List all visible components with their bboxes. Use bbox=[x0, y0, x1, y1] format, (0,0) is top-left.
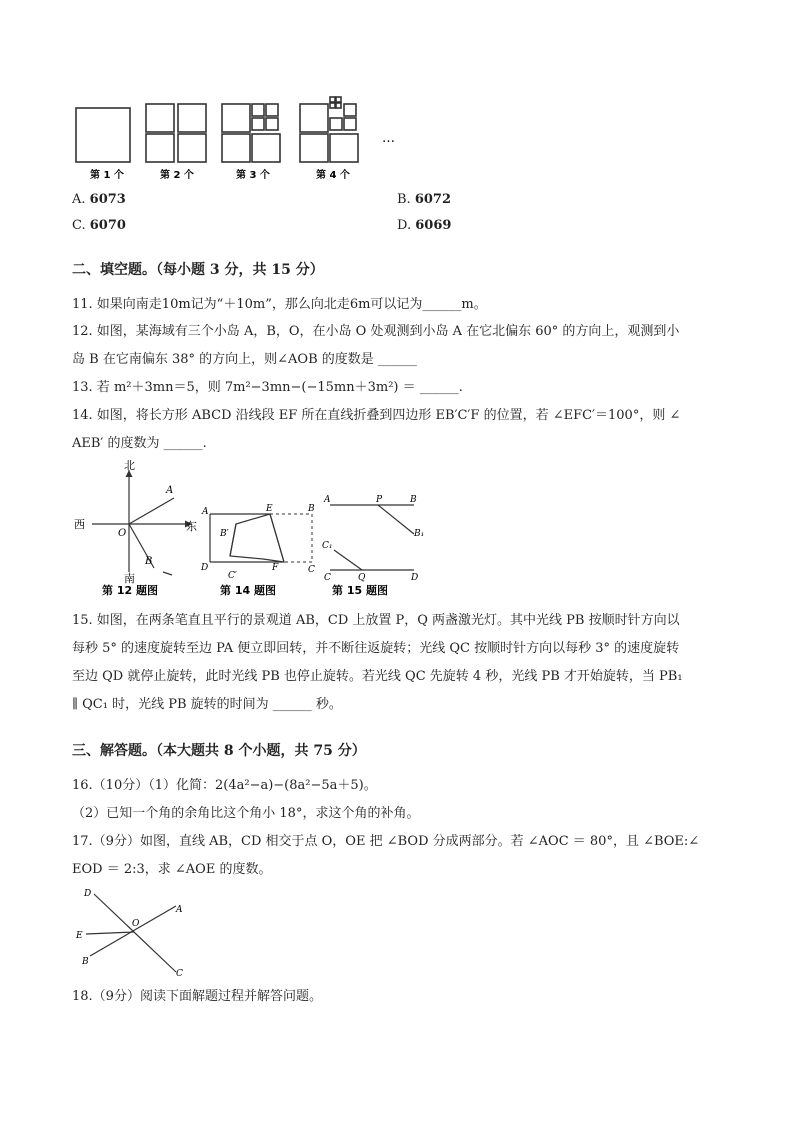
label-o: O bbox=[132, 919, 140, 929]
label-b: B bbox=[145, 556, 153, 567]
question-14-line-1: 14. 如图，将长方形 ABCD 沿线段 EF 所在直线折叠到四边形 EB′C′F 的位置，若 ∠EFC′＝100°，则 ∠ bbox=[72, 408, 681, 423]
square-3g bbox=[252, 134, 280, 162]
choice-d-letter: D. bbox=[397, 218, 412, 233]
ray-oe bbox=[86, 932, 134, 934]
square-3e bbox=[266, 118, 278, 130]
question-11: 11. 如果向南走10m记为“＋10m”，那么向北走6m可以记为______m。 bbox=[72, 297, 487, 312]
label-c: C bbox=[176, 969, 183, 979]
square-4b bbox=[330, 118, 342, 130]
label-c: C bbox=[308, 565, 315, 575]
figure-12-caption: 第 12 题图 bbox=[102, 584, 158, 597]
square-4c bbox=[344, 118, 356, 130]
question-15-line-4: ∥ QC₁ 时，光线 PB 旋转的时间为 ______ 秒。 bbox=[72, 697, 342, 712]
section-3-title: 三、解答题。（本大题共 8 个小题，共 75 分） bbox=[72, 743, 366, 759]
label-d: D bbox=[411, 573, 419, 583]
choice-d-value: 6069 bbox=[415, 218, 452, 233]
figure-14-caption: 第 14 题图 bbox=[220, 584, 276, 597]
square-1 bbox=[76, 108, 130, 162]
label-c: C bbox=[324, 573, 331, 583]
question-16-line-1: 16.（10分）（1）化简：2(4a²−a)−(8a²−5a＋5)。 bbox=[72, 778, 377, 793]
question-14-line-2: AEB′ 的度数为 ______. bbox=[72, 436, 207, 451]
caption-2: 第 2 个 bbox=[160, 170, 194, 181]
square-pattern-figure bbox=[70, 96, 410, 186]
question-16-line-2: （2）已知一个角的余角比这个角小 18°，求这个角的补角。 bbox=[72, 806, 420, 821]
figure-15 bbox=[318, 490, 428, 598]
choice-c-value: 6070 bbox=[89, 218, 126, 233]
label-o: O bbox=[118, 528, 127, 539]
square-4i bbox=[300, 134, 328, 162]
question-15-line-2: 每秒 5° 的速度旋转至边 PA 便立即回转，并不断往返旋转；光线 QC 按顺时针方向以每秒 3° 的速度旋转 bbox=[72, 641, 680, 656]
label-b1: B₁ bbox=[414, 529, 425, 539]
label-p: P bbox=[376, 495, 383, 505]
choice-a-value: 6073 bbox=[89, 192, 126, 207]
label-e: E bbox=[266, 504, 273, 514]
question-12-line-1: 12. 如图，某海域有三个小岛 A，B，O，在小岛 O 处观测到小岛 A 在它北偏东 60° 的方向上，观测到小 bbox=[72, 324, 680, 339]
square-4a bbox=[300, 104, 328, 132]
choice-d[interactable] bbox=[397, 218, 451, 233]
square-3c bbox=[266, 104, 278, 116]
question-17-line-2: EOD ＝ 2:3，求 ∠AOE 的度数。 bbox=[72, 862, 272, 877]
choice-b-value: 6072 bbox=[414, 192, 452, 207]
square-2d bbox=[178, 134, 206, 162]
question-12-line-2: 岛 B 在它南偏东 38° 的方向上，则∠AOB 的度数是 ______ bbox=[72, 352, 417, 367]
label-b: B bbox=[308, 504, 315, 514]
ray-oa bbox=[129, 498, 174, 524]
ray-qc1 bbox=[334, 550, 362, 570]
label-a: A bbox=[324, 495, 331, 505]
figure-15-caption: 第 15 题图 bbox=[332, 584, 388, 597]
square-3d bbox=[252, 118, 264, 130]
question-15-line-3: 至边 QD 就停止旋转，此时光线 PB 也停止旋转。若光线 QC 先旋转 4 秒，光线 PB 才开始旋转，当 PB₁ bbox=[72, 669, 683, 684]
choice-b[interactable] bbox=[397, 192, 451, 207]
ray-pb1 bbox=[378, 505, 414, 534]
question-17-line-1: 17.（9分）如图，直线 AB，CD 相交于点 O，OE 把 ∠BOD 分成两部分。若 ∠AOC ＝ 80°，且 ∠BOE:∠ bbox=[72, 834, 700, 849]
square-4f bbox=[336, 97, 341, 102]
original-flap bbox=[270, 514, 312, 562]
line-ba bbox=[90, 906, 176, 956]
label-c1: C₁ bbox=[322, 541, 333, 551]
square-3b bbox=[252, 104, 264, 116]
label-a: A bbox=[176, 905, 183, 915]
caption-4: 第 4 个 bbox=[316, 170, 350, 181]
fold-line-ef bbox=[270, 514, 284, 562]
label-c-prime: C′ bbox=[228, 571, 237, 581]
figure-17 bbox=[72, 884, 202, 980]
choice-a-letter: A. bbox=[72, 192, 86, 207]
square-4h bbox=[336, 103, 341, 108]
side-bc-prime bbox=[230, 524, 236, 556]
label-a: A bbox=[166, 485, 174, 496]
choice-c[interactable] bbox=[72, 218, 126, 233]
label-b: B bbox=[410, 495, 417, 505]
choice-c-letter: C. bbox=[72, 218, 86, 233]
label-b: B bbox=[82, 957, 89, 967]
label-north: 北 bbox=[124, 460, 135, 472]
folded-quad bbox=[230, 514, 284, 562]
square-2c bbox=[146, 134, 174, 162]
choice-a[interactable] bbox=[72, 192, 126, 207]
label-d: D bbox=[84, 889, 92, 899]
square-2b bbox=[178, 104, 206, 132]
question-18: 18.（9分）阅读下面解题过程并解答问题。 bbox=[72, 989, 322, 1004]
caption-3: 第 3 个 bbox=[236, 170, 270, 181]
square-3f bbox=[222, 134, 250, 162]
choice-b-letter: B. bbox=[397, 192, 411, 207]
label-f: F bbox=[272, 563, 279, 573]
label-e: E bbox=[76, 931, 83, 941]
label-south: 南 bbox=[124, 572, 135, 585]
figure-14 bbox=[198, 500, 324, 598]
square-4g bbox=[330, 103, 335, 108]
square-4e bbox=[330, 97, 335, 102]
label-west: 西 bbox=[74, 518, 85, 531]
square-4j bbox=[330, 134, 358, 162]
square-4d bbox=[344, 104, 356, 116]
figure-12 bbox=[72, 460, 202, 598]
question-13: 13. 若 m²＋3mn＝5，则 7m²−3mn−(−15mn＋3m²) ＝ ______. bbox=[72, 380, 463, 395]
label-d: D bbox=[201, 563, 209, 573]
question-15-line-1: 15. 如图，在两条笔直且平行的景观道 AB，CD 上放置 P，Q 两盏激光灯。其中光线 PB 按顺时针方向以 bbox=[72, 613, 680, 628]
label-q: Q bbox=[358, 573, 366, 583]
caption-1: 第 1 个 bbox=[90, 170, 124, 181]
label-east: 东 bbox=[186, 520, 197, 533]
square-3a bbox=[222, 104, 250, 132]
tick-mark bbox=[163, 572, 172, 575]
section-2-title: 二、填空题。（每小题 3 分，共 15 分） bbox=[72, 262, 324, 278]
square-2a bbox=[146, 104, 174, 132]
label-b-prime: B′ bbox=[220, 529, 229, 539]
ellipsis: … bbox=[382, 131, 395, 146]
label-a: A bbox=[202, 507, 209, 517]
